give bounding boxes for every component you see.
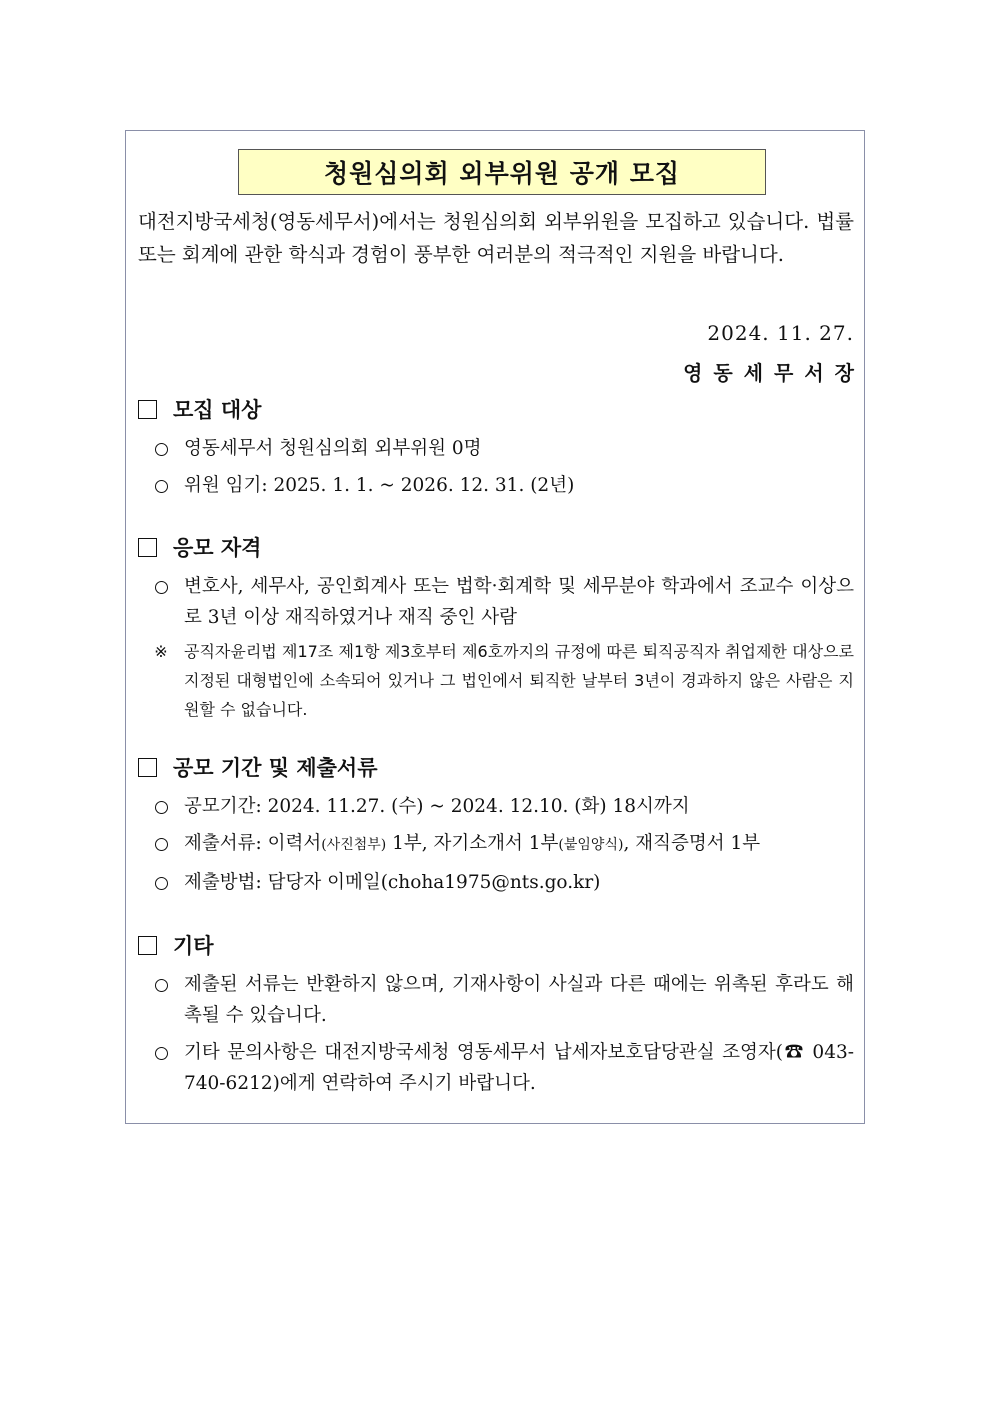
circle-bullet-icon	[138, 828, 184, 861]
list-item	[138, 791, 854, 822]
list-item-text: 영동세무서 청원심의회 외부위원 0명	[184, 438, 482, 459]
circle-bullet-icon	[138, 867, 184, 898]
section-heading-text: 공모 기간 및 제출서류	[173, 756, 378, 780]
checkbox-square-icon	[138, 400, 157, 419]
section-period-documents	[138, 749, 854, 898]
docs-small-text: (사진첨부)	[321, 837, 387, 853]
circle-bullet-icon	[138, 470, 184, 501]
checkbox-square-icon	[138, 936, 157, 955]
list-item	[138, 470, 854, 501]
section-heading-text: 기타	[173, 934, 214, 958]
list-item	[138, 867, 854, 898]
section-heading	[138, 927, 854, 963]
notice-frame	[125, 130, 865, 1124]
reference-mark-icon: ※	[154, 642, 168, 661]
page-title: 청원심의회 외부위원 공개 모집	[323, 159, 681, 188]
list-item	[138, 1037, 854, 1099]
list-item-text: 제출된 서류는 반환하지 않으며, 기재사항이 사실과 다른 때에는 위촉된 후라도 해촉될 수 있습니다.	[184, 974, 854, 1026]
section-heading-text: 응모 자격	[173, 536, 262, 560]
checkbox-square-icon	[138, 538, 157, 557]
section-heading	[138, 529, 854, 565]
section-heading-text: 모집 대상	[173, 398, 262, 422]
list-item	[138, 571, 854, 633]
list-item-text: 기타 문의사항은 대전지방국세청 영동세무서 납세자보호담당관실 조영자(☎ 043-740-6212)에게 연락하여 주시기 바랍니다.	[184, 1042, 854, 1094]
list-item	[138, 828, 854, 861]
section-qualification	[138, 529, 854, 724]
section-recruitment-target	[138, 391, 854, 501]
circle-bullet-icon	[138, 571, 184, 633]
circle-bullet-icon	[138, 1037, 184, 1099]
docs-text: , 재직증명서 1부	[623, 833, 761, 854]
note-text: 공직자윤리법 제17조 제1항 제3호부터 제6호까지의 규정에 따른 퇴직공직자 취업제한 대상으로 지정된 대형법인에 소속되어 있거나 그 법인에서 퇴직한 날부터 3년이 경과하지 않은 사람은 지원할 수 없습니다.	[184, 642, 854, 719]
list-item-text	[184, 828, 854, 861]
list-item-text: 변호사, 세무사, 공인회계사 또는 법학·회계학 및 세무분야 학과에서 조교수 이상으로 3년 이상 재직하였거나 재직 중인 사람	[184, 576, 854, 628]
list-item-text: 위원 임기: 2025. 1. 1. ~ 2026. 12. 31. (2년)	[184, 475, 575, 496]
note	[138, 637, 854, 724]
list-item	[138, 433, 854, 464]
intro-paragraph: 대전지방국세청(영동세무서)에서는 청원심의회 외부위원을 모집하고 있습니다. 법률 또는 회계에 관한 학식과 경험이 풍부한 여러분의 적극적인 지원을 바랍니다.	[138, 210, 854, 266]
circle-bullet-icon	[138, 433, 184, 464]
checkbox-square-icon	[138, 758, 157, 777]
issuing-office: 영동세무서장	[683, 361, 865, 385]
circle-bullet-icon	[138, 791, 184, 822]
list-item	[138, 969, 854, 1031]
title-box	[238, 149, 766, 195]
section-heading	[138, 391, 854, 427]
list-item-text: 공모기간: 2024. 11.27. (수) ~ 2024. 12.10. (화) 18시까지	[184, 796, 690, 817]
list-item-text: 제출방법: 담당자 이메일(choha1975@nts.go.kr)	[184, 872, 601, 893]
circle-bullet-icon	[138, 969, 184, 1031]
section-etc	[138, 927, 854, 1099]
docs-text: 제출서류: 이력서	[184, 833, 322, 854]
docs-small-text: (붙임양식)	[558, 837, 624, 853]
notice-date: 2024. 11. 27.	[707, 321, 854, 345]
docs-text: 1부, 자기소개서 1부	[386, 833, 559, 854]
section-heading	[138, 749, 854, 785]
